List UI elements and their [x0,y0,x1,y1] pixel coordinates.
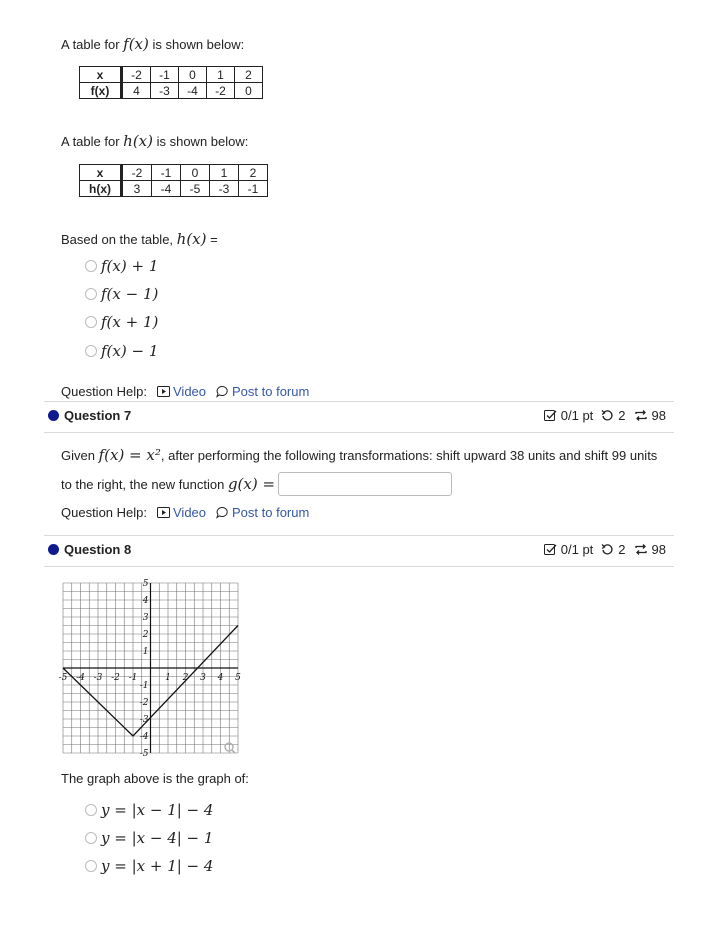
table-cell: -2 [122,67,151,83]
question-meta [544,408,666,423]
q8-option-2[interactable]: y = |x − 4| − 1 [85,829,213,847]
table-cell: -2 [122,165,152,181]
table-f [79,66,263,99]
x-tick-label: -2 [111,673,120,683]
y-tick-label: 4 [142,596,149,606]
radio-button[interactable] [85,260,97,272]
table-cell: -4 [152,181,181,197]
x-tick-label: 1 [165,673,171,683]
forum-link[interactable]: Post to forum [216,384,309,399]
q8-option-3[interactable]: y = |x + 1| − 4 [85,857,213,875]
radio-button[interactable] [85,345,97,357]
table-cell: -4 [179,83,207,99]
table-cell: 0 [181,165,210,181]
table-cell: 0 [179,67,207,83]
q6-option-4[interactable]: f(x) − 1 [85,342,158,360]
x-tick-label: 4 [217,673,224,683]
answer-input[interactable] [278,472,452,496]
q6-prompt: Based on the table, h(x) = [61,230,218,248]
table-cell: -1 [152,165,181,181]
video-link[interactable]: Video [157,505,206,520]
y-tick-label: 1 [142,647,149,657]
q8-header [48,542,666,557]
table-f-intro: A table for f(x) is shown below: [61,35,245,53]
q7-help-row: Question Help: Video Post to forum [61,505,310,520]
score-checkbox-icon [544,543,557,556]
forum-link[interactable]: Post to forum [216,505,309,520]
q6-option-1[interactable]: f(x) + 1 [85,257,158,275]
y-tick-label: 2 [142,630,149,640]
table-cell: 4 [122,83,151,99]
table-cell: 3 [122,181,152,197]
attempts-count: 98 [651,408,666,423]
table-header-x: x [80,67,122,83]
y-tick-label: -4 [139,732,149,742]
math-fx: f(x) [123,35,149,53]
video-link[interactable]: Video [157,384,206,399]
divider [44,535,674,536]
table-cell: -3 [151,83,179,99]
x-tick-label: 3 [200,673,206,683]
table-cell: -3 [210,181,239,197]
q6-option-2[interactable]: f(x − 1) [85,285,158,303]
x-tick-label: -3 [93,673,103,683]
table-cell: -5 [181,181,210,197]
divider [44,432,674,433]
radio-button[interactable] [85,288,97,300]
y-tick-label: -3 [139,715,149,725]
q6-help-row: Question Help: Video Post to forum [61,384,310,399]
graph-caption: The graph above is the graph of: [61,771,249,786]
table-cell: 1 [207,67,235,83]
retries-count: 2 [618,408,626,423]
status-dot [48,544,59,555]
attempts-icon [634,543,648,556]
q7-header [48,408,666,423]
math-hx: h(x) [123,132,153,150]
status-dot [48,410,59,421]
math-gx: g(x) = [227,475,276,493]
chat-bubble-icon [216,385,229,398]
math-fx-squared: f(x) = x² [98,446,161,464]
score-checkbox-icon [544,409,557,422]
video-icon [157,386,170,397]
question-meta [544,542,666,557]
table-h [79,164,268,197]
table-cell: -1 [151,67,179,83]
q6-option-3[interactable]: f(x + 1) [85,313,158,331]
q7-text-line2: to the right, the new function g(x) = [61,472,452,496]
y-tick-label: 5 [142,579,149,589]
video-icon [157,507,170,518]
table-cell: 0 [235,83,263,99]
retry-icon [601,543,614,556]
retry-icon [601,409,614,422]
question-title: Question 7 [64,408,132,423]
radio-button[interactable] [85,316,97,328]
table-cell: -1 [239,181,268,197]
q7-text-line1: Given f(x) = x², after performing the following transformations: shift upward 38 units and shift 99 units [61,446,658,464]
table-cell: -2 [207,83,235,99]
question-title: Question 8 [64,542,132,557]
divider [44,401,674,402]
y-tick-label: 3 [142,613,149,623]
table-row-label: f(x) [80,83,122,99]
score: 0/1 pt [560,408,594,423]
x-tick-label: 2 [182,673,189,683]
score: 0/1 pt [560,542,594,557]
attempts-count: 98 [651,542,666,557]
chat-bubble-icon [216,506,229,519]
retries-count: 2 [618,542,626,557]
table-cell: 2 [239,165,268,181]
radio-button[interactable] [85,804,97,816]
y-tick-label: -5 [139,749,149,759]
q8-option-1[interactable]: y = |x − 1| − 4 [85,801,213,819]
math-hx: h(x) [176,230,207,248]
x-tick-label: -1 [128,673,138,683]
x-tick-label: -4 [76,673,85,683]
radio-button[interactable] [85,860,97,872]
table-header-x: x [80,165,122,181]
table-cell: 2 [235,67,263,83]
function-graph [55,578,250,763]
table-h-intro: A table for h(x) is shown below: [61,132,249,150]
x-tick-label: 5 [235,673,241,683]
table-row-label: h(x) [80,181,122,197]
radio-button[interactable] [85,832,97,844]
divider [44,566,674,567]
attempts-icon [634,409,648,422]
table-cell: 1 [210,165,239,181]
y-tick-label: -2 [139,698,149,708]
x-tick-label: -5 [58,673,68,683]
y-tick-label: -1 [139,681,149,691]
